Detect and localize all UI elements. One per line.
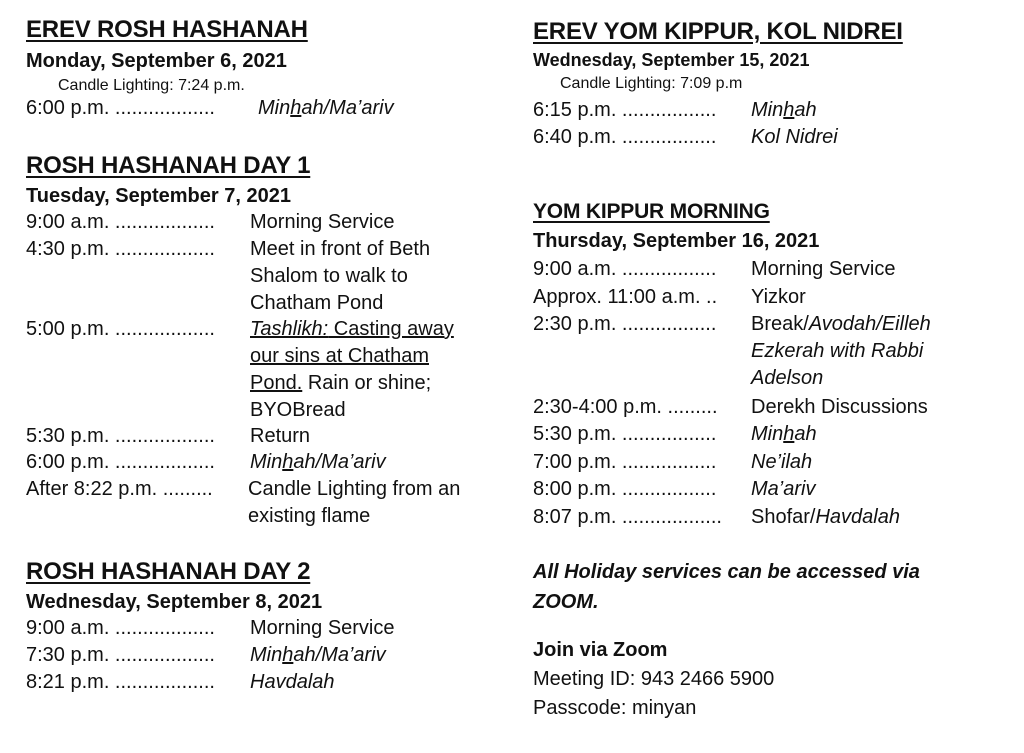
passcode: Passcode: minyan — [533, 697, 697, 719]
service-name: Return — [250, 425, 311, 447]
service-name: Minhah/Ma’ariv — [258, 97, 394, 119]
time: 7:00 p.m. ................. — [533, 451, 717, 473]
service-name: Minhah — [751, 423, 817, 445]
time: 5:00 p.m. .................. — [26, 318, 215, 340]
service-name: Morning Service — [751, 258, 896, 280]
service-name: Kol Nidrei — [751, 126, 838, 148]
service-name: Ne’ilah — [751, 451, 813, 473]
section-heading-erev-yom-kippur: EREV YOM KIPPUR, KOL NIDREI — [533, 18, 903, 45]
date-rosh-hashanah-day-2: Wednesday, September 8, 2021 — [26, 591, 323, 613]
service-name: Tashlikh: Casting away our sins at Chatham Pond. Rain or shine; BYOBread — [250, 318, 454, 421]
service-name: Meet in front of Beth Shalom to walk to Chatham Pond — [250, 238, 431, 314]
time: 7:30 p.m. .................. — [26, 644, 215, 666]
time: 2:30-4:00 p.m. ......... — [533, 396, 718, 418]
time: 2:30 p.m. ................. — [533, 313, 717, 335]
time: 6:00 p.m. .................. — [26, 451, 215, 473]
time: 8:07 p.m. .................. — [533, 506, 722, 528]
time: 9:00 a.m. .................. — [26, 211, 215, 233]
date-erev-rosh-hashanah: Monday, September 6, 2021 — [26, 50, 287, 72]
section-heading-yom-kippur-morning: YOM KIPPUR MORNING — [533, 200, 770, 223]
date-rosh-hashanah-day-1: Tuesday, September 7, 2021 — [26, 185, 291, 207]
service-name: Havdalah — [250, 671, 335, 693]
section-heading-erev-rosh-hashanah: EREV ROSH HASHANAH — [26, 16, 308, 43]
zoom-access-note: All Holiday services can be accessed via ZOOM. — [533, 561, 920, 613]
time: 8:00 p.m. ................. — [533, 478, 717, 500]
time: Approx. 11:00 a.m. .. — [533, 286, 718, 308]
time: After 8:22 p.m. ......... — [26, 478, 213, 500]
candle-lighting: Candle Lighting: 7:09 p.m — [560, 75, 743, 92]
time: 4:30 p.m. .................. — [26, 238, 215, 260]
service-name: Shofar/Havdalah — [751, 506, 900, 528]
service-name: Yizkor — [751, 286, 806, 308]
service-name: Candle Lighting from an existing flame — [248, 478, 461, 527]
service-name: Minhah — [751, 99, 817, 121]
service-name: Ma’ariv — [751, 478, 816, 500]
time: 5:30 p.m. ................. — [533, 423, 717, 445]
time: 9:00 a.m. .................. — [26, 617, 215, 639]
service-name: Minhah/Ma’ariv — [250, 451, 386, 473]
date-erev-yom-kippur: Wednesday, September 15, 2021 — [533, 50, 810, 70]
section-heading-rosh-hashanah-day-2: ROSH HASHANAH DAY 2 — [26, 558, 311, 585]
time: 6:40 p.m. ................. — [533, 126, 717, 148]
candle-lighting: Candle Lighting: 7:24 p.m. — [58, 77, 245, 94]
time: 6:00 p.m. .................. — [26, 97, 215, 119]
time: 6:15 p.m. ................. — [533, 99, 717, 121]
service-name: Morning Service — [250, 617, 395, 639]
service-name: Minhah/Ma’ariv — [250, 644, 386, 666]
service-name: Morning Service — [250, 211, 395, 233]
zoom-title: Join via Zoom — [533, 639, 668, 661]
meeting-id: Meeting ID: 943 2466 5900 — [533, 668, 775, 690]
service-name: Derekh Discussions — [751, 396, 928, 418]
section-heading-rosh-hashanah-day-1: ROSH HASHANAH DAY 1 — [26, 152, 311, 179]
time: 8:21 p.m. .................. — [26, 671, 215, 693]
service-name: Break/Avodah/Eilleh Ezkerah with Rabbi Adelson — [751, 313, 931, 389]
zoom-info — [533, 636, 774, 723]
date-yom-kippur-morning: Thursday, September 16, 2021 — [533, 230, 820, 252]
time: 9:00 a.m. ................. — [533, 258, 717, 280]
time: 5:30 p.m. .................. — [26, 425, 215, 447]
